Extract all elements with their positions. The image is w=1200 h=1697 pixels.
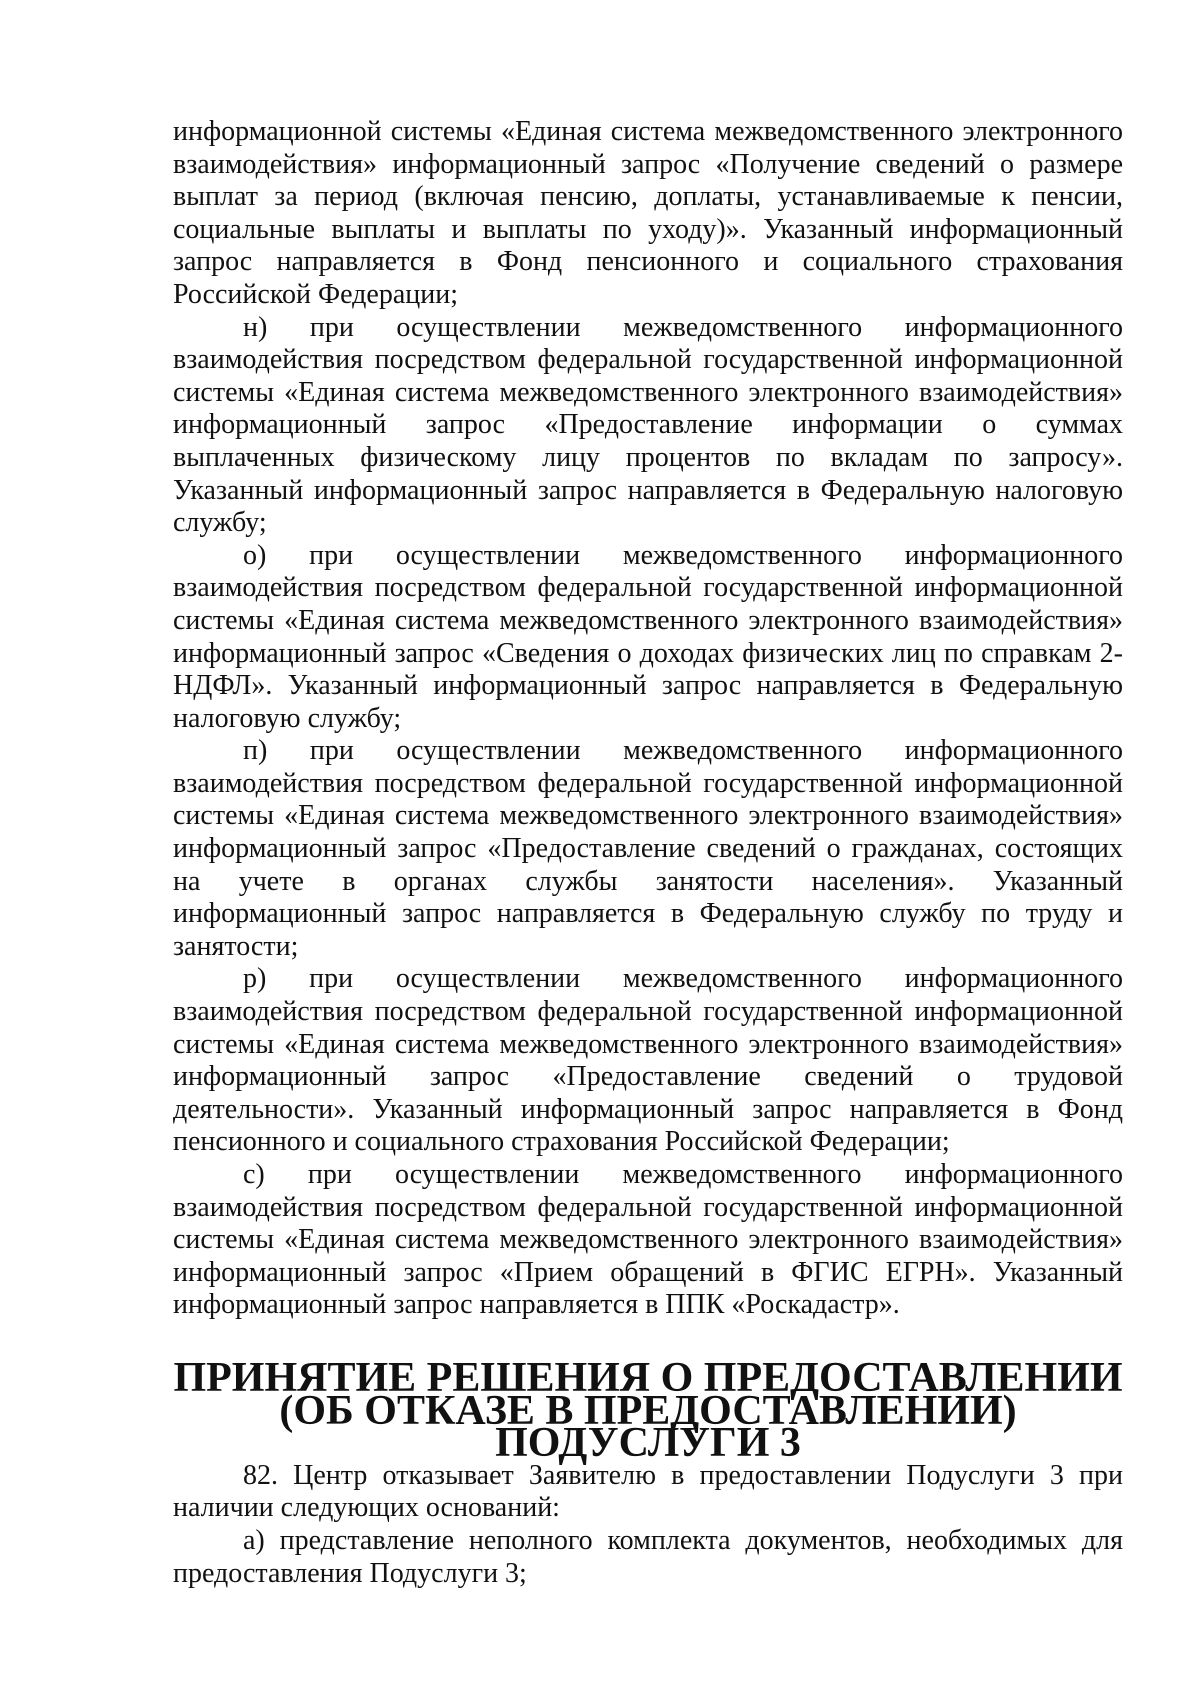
clause-82: 82. Центр отказывает Заявителю в предоставлении Подуслуги 3 при наличии следующих оснований: — [173, 1459, 1123, 1524]
list-item-p: п) при осуществлении межведомственного информационного взаимодействия посредством федеральной государственной информационной системы «Единая система межведомственного электронного взаимодействия» информационный запрос «Предоставление сведений о гражданах, состоящих на учете в органах службы занятости населения». Указанный информационный запрос направляется в Федеральную службу по труду и занятости; — [173, 735, 1123, 962]
list-item-s: с) при осуществлении межведомственного информационного взаимодействия посредством федеральной государственной информационной системы «Единая система межведомственного электронного взаимодействия» информационный запрос «Прием обращений в ФГИС ЕГРН». Указанный информационный запрос направляется в ППК «Роскадастр». — [173, 1159, 1123, 1321]
section-heading-line-1: ПРИНЯТИЕ РЕШЕНИЯ О ПРЕДОСТАВЛЕНИИ — [173, 1354, 1123, 1401]
list-item-o: о) при осуществлении межведомственного информационного взаимодействия посредством федеральной государственной информационной системы «Единая система межведомственного электронного взаимодействия» информационный запрос «Сведения о доходах физических лиц по справкам 2-НДФЛ». Указанный информационный запрос направляется в Федеральную налоговую службу; — [173, 539, 1123, 734]
section-heading-line-2: (ОБ ОТКАЗЕ В ПРЕДОСТАВЛЕНИИ) ПОДУСЛУГИ 3 — [279, 1387, 1017, 1467]
list-item-n: н) при осуществлении межведомственного информационного взаимодействия посредством федеральной государственной информационной системы «Единая система межведомственного электронного взаимодействия» информационный запрос «Предоставление информации о суммах выплаченных физическому лицу процентов по вкладам по запросу». Указанный информационный запрос направляется в Федеральную налоговую службу; — [173, 311, 1123, 539]
list-item-r: р) при осуществлении межведомственного информационного взаимодействия посредством федеральной государственной информационной системы «Единая система межведомственного электронного взаимодействия» информационный запрос «Предоставление сведений о трудовой деятельности». Указанный информационный запрос направляется в Фонд пенсионного и социального страхования Российской Федерации; — [173, 963, 1123, 1158]
paragraph-continuation: информационной системы «Единая система межведомственного электронного взаимодействия» информационный запрос «Получение сведений о размере выплат за период (включая пенсию, доплаты, устанавливаемые к пенсии, социальные выплаты и выплаты по уходу)». Указанный информационный запрос направляется в Фонд пенсионного и социального страхования Российской Федерации; — [173, 116, 1123, 310]
document-page — [173, 116, 1123, 1590]
list-item-a: а) представление неполного комплекта документов, необходимых для предоставления Подуслуги 3; — [173, 1524, 1123, 1589]
section-heading — [173, 1354, 1123, 1467]
